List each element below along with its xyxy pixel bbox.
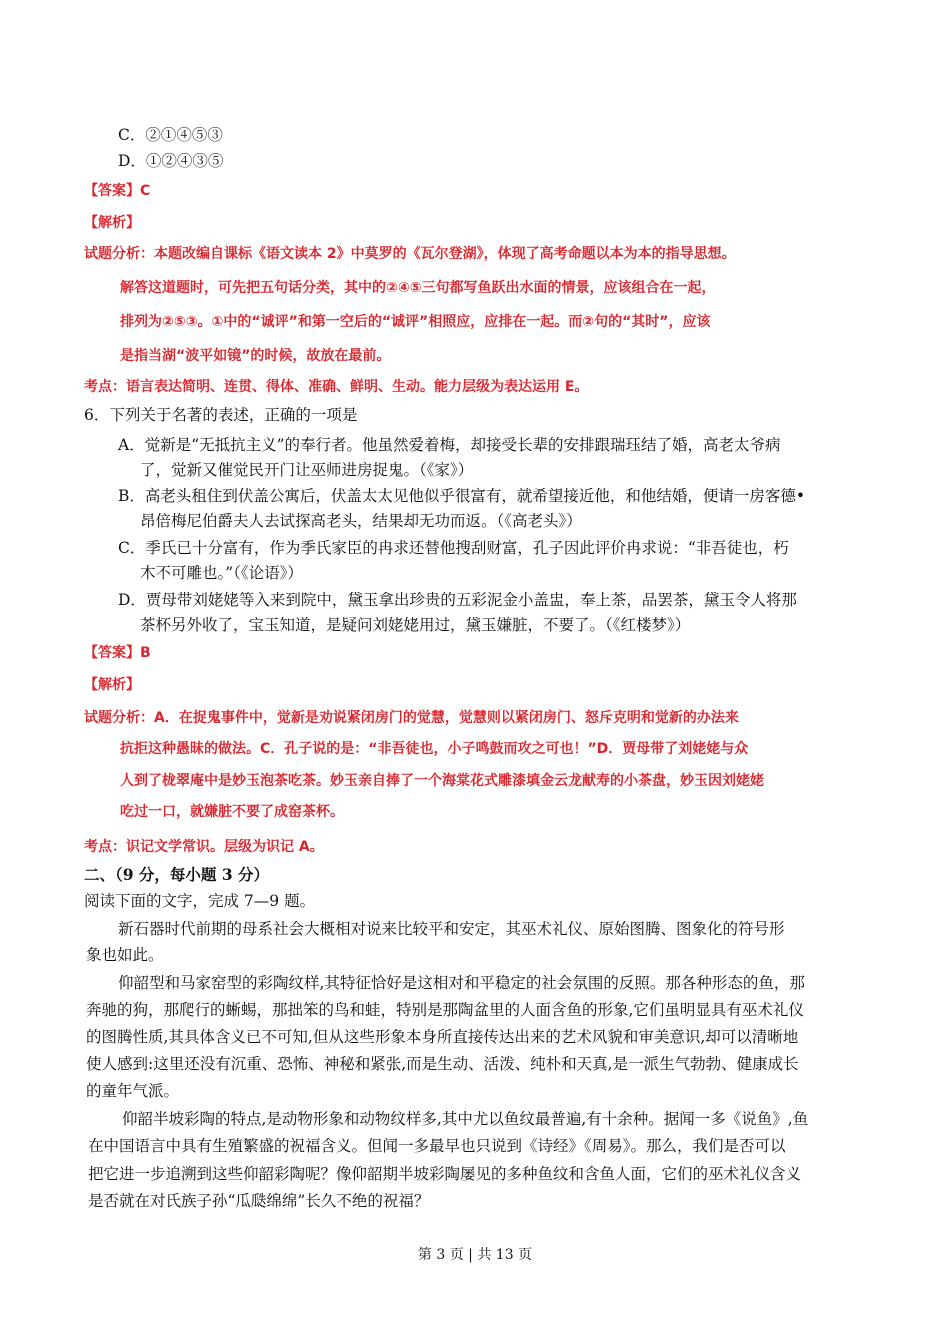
passage-line: 在中国语言中具有生殖繁盛的祝福含义。但闻一多最早也只说到《诗经》《周易》。那么，我们是否可以 (88, 1137, 786, 1155)
q5-point: 考点：语言表达简明、连贯、得体、准确、鲜明、生动。能力层级为表达运用 E。 (84, 379, 589, 395)
q6-point: 考点：识记文学常识。层级为识记 A。 (84, 839, 324, 855)
q6-option-a: A．觉新是“无抵抗主义”的奉行者。他虽然爱着梅，却接受长辈的安排跟瑞珏结了婚，高老太爷病 (118, 436, 781, 454)
passage-line: 使人感到:这里还没有沉重、恐怖、神秘和紧张,而是生动、活泼、纯朴和天真,是一派生气勃勃、健康成长 (86, 1055, 799, 1073)
q5-analysis-line: 试题分析：本题改编自课标《语文读本 2》中莫罗的《瓦尔登湖》，体现了高考命题以本为本的指导思想。 (84, 246, 736, 262)
q6-stem: 6．下列关于名著的表述，正确的一项是 (84, 406, 358, 424)
q5-analysis-line: 解答这道题时，可先把五句话分类，其中的②④⑤三句都写鱼跃出水面的情景，应该组合在一起， (120, 280, 716, 296)
answer-value: C (140, 183, 151, 199)
answer-value: B (140, 645, 151, 661)
passage-line: 仰韶型和马家窑型的彩陶纹样,其特征恰好是这相对和平稳定的社会氛围的反照。那各种形态的鱼，那 (118, 974, 805, 992)
passage-line: 奔驰的狗，那爬行的蜥蜴，那拙笨的鸟和蛙，特别是那陶盆里的人面含鱼的形象,它们虽明显具有巫术礼仪 (86, 1001, 804, 1019)
passage-line: 仰韶半坡彩陶的特点,是动物形象和动物纹样多,其中尤以鱼纹最普遍,有十余种。据闻一多《说鱼》,鱼 (122, 1110, 809, 1128)
answer-label: 【答案】 (84, 183, 140, 199)
passage-line: 的图腾性质,其具体含义已不可知,但从这些形象本身所直接传达出来的艺术风貌和审美意识,却可以清晰地 (86, 1028, 799, 1046)
q6-analysis-line: 抗拒这种愚昧的做法。C．孔子说的是：“非吾徒也，小子鸣鼓而攻之可也！”D．贾母带了刘姥姥与众 (120, 741, 749, 757)
passage-line: 是否就在对氏族子孙“瓜瓞绵绵”长久不绝的祝福？ (88, 1192, 430, 1210)
q6-analysis-line: 人到了栊翠庵中是妙玉泡茶吃茶。妙玉亲自捧了一个海棠花式雕漆填金云龙献寿的小茶盘，妙玉因刘姥姥 (120, 773, 764, 789)
section-intro: 阅读下面的文字，完成 7—9 题。 (84, 892, 316, 910)
page-footer: 第 3 页 | 共 13 页 (417, 1247, 533, 1263)
q6-option-d: D．贾母带刘姥姥等入来到院中，黛玉拿出珍贵的五彩泥金小盖盅，奉上茶，品罢茶，黛玉令人将那 (118, 591, 797, 609)
passage-line: 的童年气派。 (86, 1082, 180, 1100)
q5-analysis-line: 排列为②⑤③。①中的“诚评”和第一空后的“诚评”相照应，应排在一起。而②句的“其时”，应该 (120, 314, 711, 330)
q5-analysis-label: 【解析】 (84, 215, 140, 231)
q5-option-c: C．②①④⑤③ (118, 126, 223, 144)
q5-option-d: D．①②④③⑤ (118, 152, 224, 170)
passage-line: 象也如此。 (86, 946, 164, 964)
q6-analysis-label: 【解析】 (84, 677, 140, 693)
q5-answer (84, 179, 150, 202)
passage-line: 把它进一步追溯到这些仰韶彩陶呢？像仰韶期半坡彩陶屡见的多种鱼纹和含鱼人面，它们的巫术礼仪含义 (88, 1165, 802, 1183)
passage-line: 新石器时代前期的母系社会大概相对说来比较平和安定，其巫术礼仪、原始图腾、图象化的符号形 (118, 920, 785, 938)
q6-option-a-cont: 了，觉新又催觉民开门让巫师进房捉鬼。（《家》） (140, 461, 474, 479)
q6-option-b: B．高老头租住到伏盖公寓后，伏盖太太见他似乎很富有，就希望接近他，和他结婚，便请一房客德• (118, 487, 806, 505)
q6-analysis-line: 吃过一口，就嫌脏不要了成窑茶杯。 (120, 804, 344, 820)
section-heading: 二、（9 分，每小题 3 分） (84, 865, 270, 884)
q6-analysis-line: 试题分析：A．在捉鬼事件中，觉新是劝说紧闭房门的觉慧，觉慧则以紧闭房门、怒斥克明和觉新的办法来 (84, 710, 739, 726)
q6-option-c-cont: 木不可雕也。”（《论语》） (140, 564, 303, 582)
answer-label: 【答案】 (84, 645, 140, 661)
q6-answer (84, 641, 151, 664)
q6-option-c: C．季氏已十分富有，作为季氏家臣的冉求还替他搜刮财富，孔子因此评价冉求说：“非吾徒也，朽 (118, 539, 789, 557)
q5-analysis-line: 是指当湖“波平如镜”的时候，故放在最前。 (120, 348, 391, 364)
q6-option-d-cont: 茶杯另外收了，宝玉知道，是疑问刘姥姥用过，黛玉嫌脏，不要了。（《红楼梦》） (140, 616, 691, 634)
q6-option-b-cont: 昂倍梅尼伯爵夫人去试探高老头，结果却无功而返。（《高老头》） (140, 512, 582, 530)
